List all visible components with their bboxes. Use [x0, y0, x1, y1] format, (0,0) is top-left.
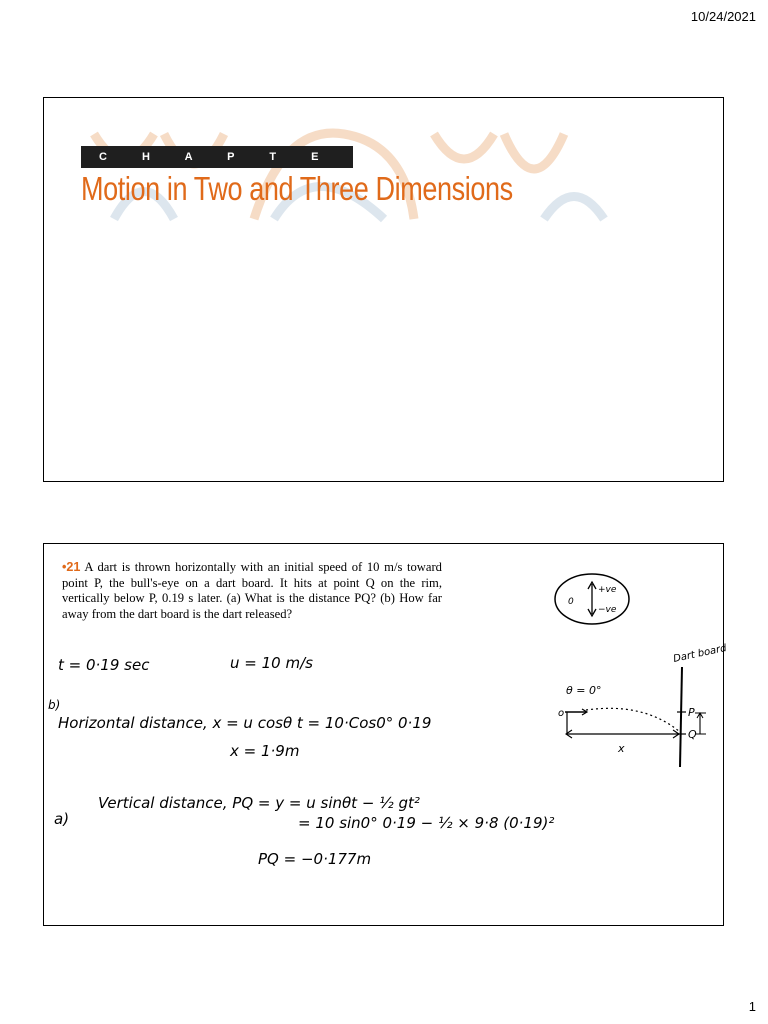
chapter-title: Motion in Two and Three Dimensions	[81, 170, 513, 207]
point-o-label: o	[558, 708, 565, 719]
problem-number: •21	[62, 560, 81, 574]
hw-horizontal-result: x = 1·9m	[230, 742, 300, 760]
x-label: x	[618, 742, 625, 755]
hw-time: t = 0·19 sec	[58, 656, 150, 674]
sign-origin-label: 0	[568, 597, 574, 607]
dart-diagram	[514, 562, 728, 772]
hw-speed: u = 10 m/s	[230, 654, 313, 672]
point-p-label: P	[688, 706, 695, 719]
hw-part-a-label: a)	[54, 810, 70, 828]
hw-vertical-substitution: = 10 sin0° 0·19 − ½ × 9·8 (0·19)²	[298, 814, 555, 832]
slide-chapter-title	[43, 97, 724, 482]
hw-horizontal-distance: Horizontal distance, x = u cosθ t = 10·Cos0° 0·19	[58, 714, 432, 732]
page-number: 1	[748, 999, 756, 1014]
problem-statement	[62, 560, 442, 622]
point-q-label: Q	[688, 728, 697, 741]
dartboard-line	[680, 667, 682, 767]
trajectory-path	[586, 708, 680, 732]
sign-plus-label: +ve	[598, 585, 617, 595]
sign-minus-label: −ve	[598, 605, 617, 615]
theta-label: θ = 0°	[566, 684, 602, 697]
hw-part-b-label: b)	[48, 698, 61, 712]
problem-text: A dart is thrown horizontally with an initial speed of 10 m/s toward point P, the bull's-eye on a dart board. It hits at point Q on the rim, vertically below P, 0.19 s later. (a) What is the distance PQ? (b) How far away from the dart board is the dart released?	[62, 560, 442, 621]
hw-vertical-distance: Vertical distance, PQ = y = u sinθt − ½ gt²	[98, 794, 420, 812]
slide-problem-21	[43, 543, 728, 926]
chapter-label-bar: C H A P T E R 4	[81, 146, 353, 168]
hw-vertical-result: PQ = −0·177m	[258, 850, 372, 868]
page-date: 10/24/2021	[690, 9, 756, 24]
dartboard-label: Dart board	[672, 642, 728, 665]
